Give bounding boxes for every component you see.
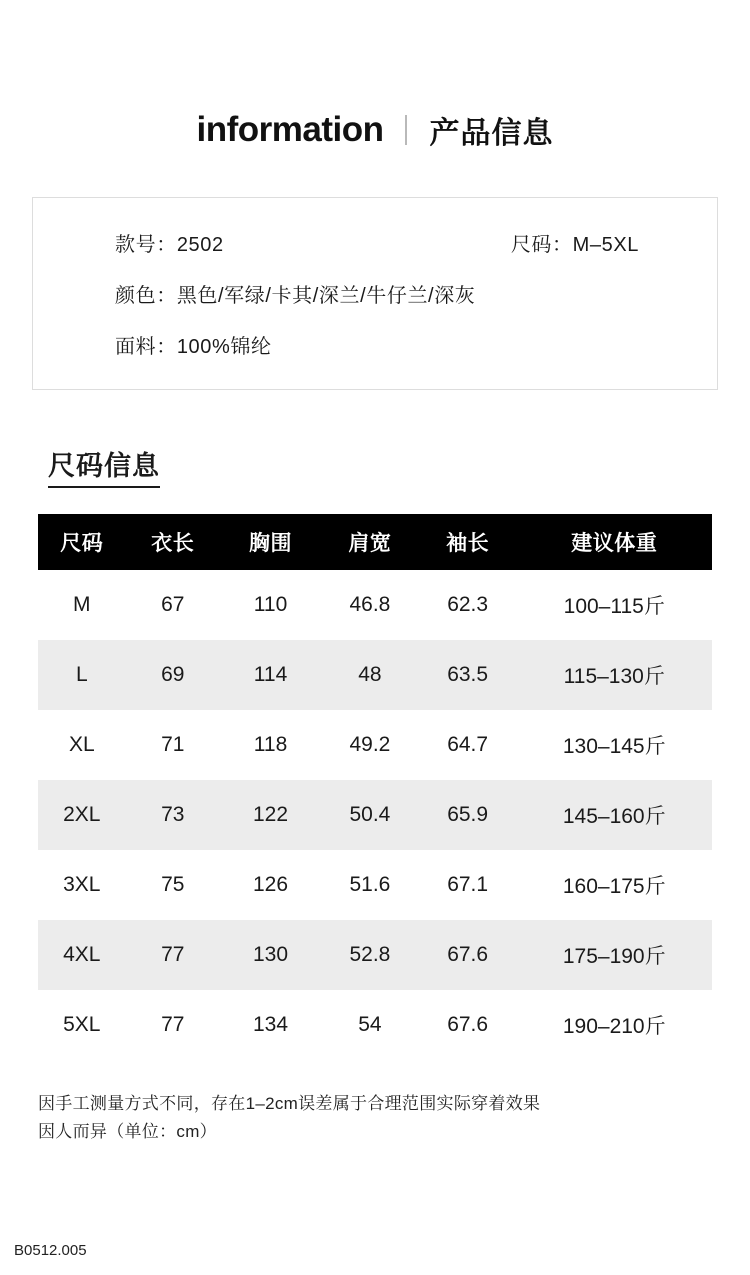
cell-length: 67 bbox=[126, 570, 220, 640]
info-value-size-range: M–5XL bbox=[572, 234, 639, 256]
info-value-color: 黑色/军绿/卡其/深兰/牛仔兰/深灰 bbox=[176, 285, 476, 307]
table-row bbox=[38, 850, 712, 920]
cell-sleeve: 62.3 bbox=[419, 570, 517, 640]
note-line-1: 因手工测量方式不同，存在1–2cm误差属于合理范围实际穿着效果 bbox=[38, 1094, 541, 1113]
cell-bust: 118 bbox=[220, 710, 321, 780]
cell-length: 73 bbox=[126, 780, 220, 850]
cell-shoulder: 49.2 bbox=[321, 710, 419, 780]
size-table bbox=[38, 514, 712, 1060]
cell-weight: 145–160斤 bbox=[517, 780, 713, 850]
cell-shoulder: 50.4 bbox=[321, 780, 419, 850]
cell-size: 5XL bbox=[38, 990, 126, 1060]
table-header-row bbox=[38, 514, 712, 570]
cell-size: 2XL bbox=[38, 780, 126, 850]
cell-shoulder: 46.8 bbox=[321, 570, 419, 640]
header-divider bbox=[405, 115, 407, 145]
column-header-size: 尺码 bbox=[38, 514, 126, 570]
cell-weight: 130–145斤 bbox=[517, 710, 713, 780]
product-info-row bbox=[33, 279, 717, 308]
cell-sleeve: 65.9 bbox=[419, 780, 517, 850]
size-table-body bbox=[38, 570, 712, 1060]
cell-sleeve: 67.6 bbox=[419, 990, 517, 1060]
cell-size: XL bbox=[38, 710, 126, 780]
cell-bust: 110 bbox=[220, 570, 321, 640]
size-info-heading-wrap bbox=[0, 390, 750, 488]
cell-length: 77 bbox=[126, 990, 220, 1060]
table-row bbox=[38, 570, 712, 640]
cell-bust: 114 bbox=[220, 640, 321, 710]
info-value-style-no: 2502 bbox=[176, 234, 224, 256]
cell-size: 4XL bbox=[38, 920, 126, 990]
cell-weight: 190–210斤 bbox=[517, 990, 713, 1060]
cell-length: 71 bbox=[126, 710, 220, 780]
cell-bust: 122 bbox=[220, 780, 321, 850]
cell-shoulder: 51.6 bbox=[321, 850, 419, 920]
cell-weight: 100–115斤 bbox=[517, 570, 713, 640]
cell-sleeve: 67.6 bbox=[419, 920, 517, 990]
page-header bbox=[0, 0, 750, 152]
column-header-length: 衣长 bbox=[126, 514, 220, 570]
size-table-wrap bbox=[38, 514, 712, 1060]
cell-sleeve: 63.5 bbox=[419, 640, 517, 710]
cell-bust: 126 bbox=[220, 850, 321, 920]
column-header-weight: 建议体重 bbox=[517, 514, 713, 570]
cell-weight: 115–130斤 bbox=[517, 640, 713, 710]
product-info-row bbox=[33, 228, 717, 257]
page-title-en: information bbox=[196, 110, 384, 149]
cell-shoulder: 48 bbox=[321, 640, 419, 710]
size-info-heading: 尺码信息 bbox=[48, 444, 160, 488]
cell-weight: 160–175斤 bbox=[517, 850, 713, 920]
column-header-shoulder: 肩宽 bbox=[321, 514, 419, 570]
info-label-color: 颜色： bbox=[115, 285, 177, 307]
cell-size: 3XL bbox=[38, 850, 126, 920]
table-row bbox=[38, 920, 712, 990]
table-row bbox=[38, 990, 712, 1060]
cell-length: 75 bbox=[126, 850, 220, 920]
info-value-fabric: 100%锦纶 bbox=[176, 336, 272, 358]
product-info-row bbox=[33, 330, 717, 359]
footer-product-code: B0512.005 bbox=[14, 1242, 87, 1259]
cell-size: M bbox=[38, 570, 126, 640]
cell-length: 77 bbox=[126, 920, 220, 990]
cell-sleeve: 64.7 bbox=[419, 710, 517, 780]
cell-weight: 175–190斤 bbox=[517, 920, 713, 990]
cell-shoulder: 52.8 bbox=[321, 920, 419, 990]
table-row bbox=[38, 640, 712, 710]
cell-shoulder: 54 bbox=[321, 990, 419, 1060]
measurement-notes bbox=[38, 1090, 750, 1146]
cell-length: 69 bbox=[126, 640, 220, 710]
info-label-size-range: 尺码： bbox=[510, 234, 573, 256]
column-header-sleeve: 袖长 bbox=[419, 514, 517, 570]
info-label-style-no: 款号： bbox=[115, 234, 177, 256]
cell-size: L bbox=[38, 640, 126, 710]
table-row bbox=[38, 780, 712, 850]
info-label-fabric: 面料： bbox=[115, 336, 177, 358]
column-header-bust: 胸围 bbox=[220, 514, 321, 570]
page-title-cn: 产品信息 bbox=[429, 117, 554, 150]
product-info-box bbox=[32, 197, 718, 390]
cell-bust: 130 bbox=[220, 920, 321, 990]
cell-sleeve: 67.1 bbox=[419, 850, 517, 920]
table-row bbox=[38, 710, 712, 780]
cell-bust: 134 bbox=[220, 990, 321, 1060]
size-table-head bbox=[38, 514, 712, 570]
note-line-2: 因人而异（单位：cm） bbox=[38, 1122, 217, 1142]
